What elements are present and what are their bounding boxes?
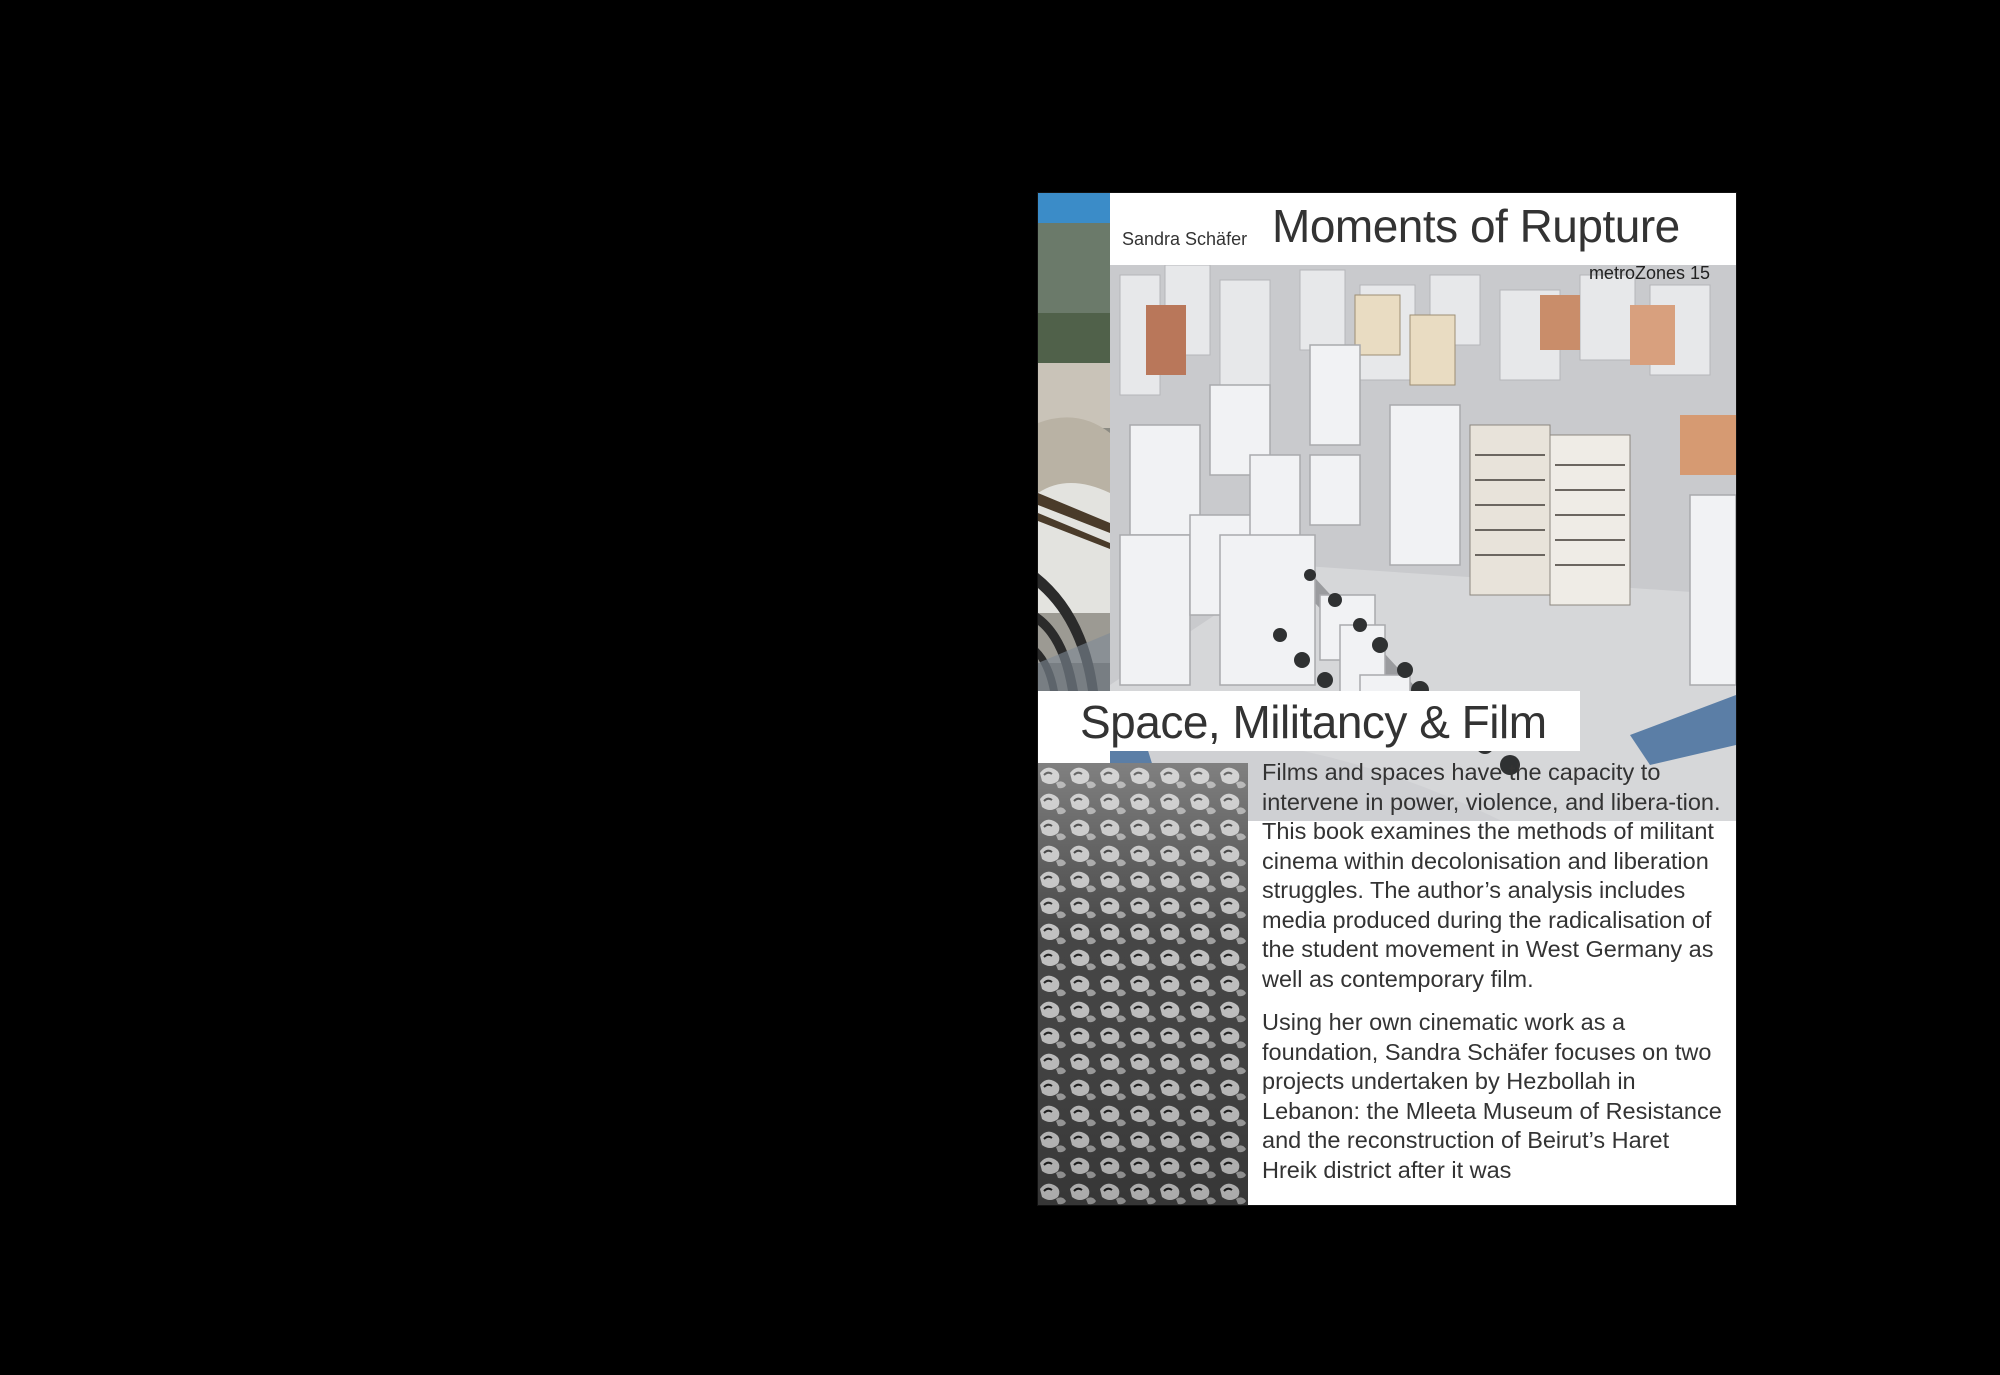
book-cover: [1038, 193, 1736, 1205]
blurb-text: [1262, 758, 1722, 1199]
book-subtitle: Space, Militancy & Film: [1080, 696, 1547, 748]
blurb-paragraph-2: Using her own cinematic work as a foundation, Sandra Schäfer focuses on two projects undertaken by Hezbollah in Lebanon: the Mleeta Museum of Resistance and the reconstruction of Beirut’s Haret Hreik district after it was: [1262, 1009, 1722, 1183]
landscape-photo-strip: [1038, 193, 1110, 691]
book-title: Moments of Rupture: [1272, 200, 1680, 252]
series-label: metroZones 15: [1588, 263, 1710, 283]
blurb-paragraph-1: Films and spaces have the capacity to intervene in power, violence, and libera-tion. This book examines the methods of militant cinema within decolonisation and liberation struggles. The author’s analysis includes media produced during the radicalisation of the student movement in West Germany as well as contemporary film.: [1262, 759, 1721, 992]
rock-texture-photo: [1038, 763, 1248, 1205]
author-name: Sandra Schäfer: [1122, 229, 1248, 249]
